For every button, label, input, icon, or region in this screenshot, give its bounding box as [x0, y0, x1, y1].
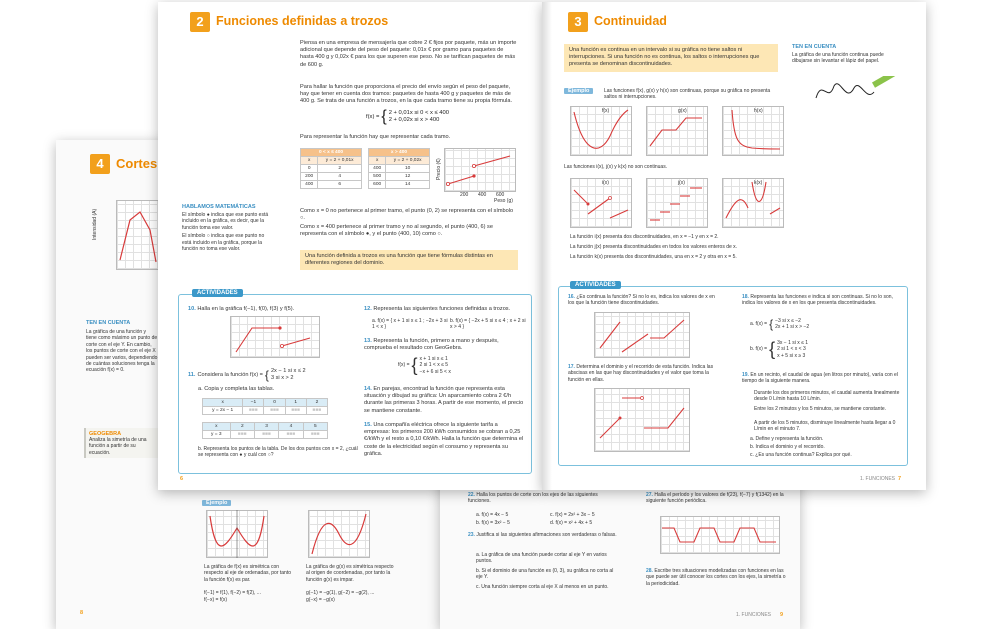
- intro-paragraph-1: Piensa en una empresa de mensajería que cobre 2 € fijos por paquete, más un importe adicional que depende del peso del paquete: 0,01x € por gramo para paquetes de hasta 400 g y 0,02x € para los que superen ese peso. No se tarifican paquetes de más de 600 g.: [300, 40, 517, 68]
- ex12-text: Representa las siguientes funciones definidas a trozos.: [373, 306, 511, 312]
- ex16-curve: [594, 312, 690, 358]
- ex13-row-2: 2 si 1 < x ≤ 5: [419, 362, 448, 369]
- graph-f-label: f(x): [602, 108, 610, 114]
- cell: 2: [318, 165, 362, 173]
- graph-k-label: k(x): [754, 180, 763, 186]
- ten-en-cuenta-box: [86, 320, 158, 400]
- cell: 3: [254, 423, 278, 431]
- ex15-text: Una compañía eléctrica ofrece la siguiente tarifa a empresas: los primeros 200 kWh consumidos se cobran a 0,25 €/kWh y el resto a 0,10 €/kWh. Halla la función que determina el coste de la electricidad según el consumo y representa su gráfica.: [364, 422, 524, 457]
- ex18-num: 18.: [742, 294, 749, 300]
- ejemplo-text: Las funciones f(x), g(x) y h(x) son continuas, porque su gráfica no presenta saltos ni interrupciones.: [604, 88, 771, 101]
- graph-tick-400: 400: [478, 192, 487, 198]
- definition-box: Una función es continua en un intervalo si su gráfica no tiene saltos ni interrupciones. Si una función no es continua, los saltos o interrupciones que presenta se denominan discontinuidades.: [564, 44, 778, 72]
- ex17: [568, 364, 718, 383]
- ex12: [364, 306, 524, 313]
- intensity-curve: [116, 200, 160, 270]
- ex17-curve: [594, 388, 690, 452]
- ex23-b: b. Si el dominio de una función es (0, 3), su gráfica no corta al eje Y.: [476, 568, 614, 581]
- ex14-text: En parejas, encontrad la función que representa esta situación y dibujad su gráfica: Un aparcamiento cobra 2 €/h durante las primeras 3 horas. A partir de ese momento, el precio se mantiene constante.: [364, 386, 524, 414]
- definition-box: Una función definida a trozos es una función que tiene fórmulas distintas en diferentes regiones del dominio.: [300, 250, 518, 270]
- ex18-text: Representa las funciones e indica si son continuas. Si no lo son, indica los valores de x en los que presenta discontinuidades.: [742, 294, 893, 307]
- activities-tab: ACTIVIDADES: [570, 281, 621, 289]
- tramo-2-header: x > 400: [369, 149, 430, 157]
- ex28-text: Escribe tres situaciones modelizadas con funciones en las que puede ser útil conocer los cortes con los ejes, la simetría o la periodicidad.: [646, 568, 786, 587]
- cell: x: [203, 423, 231, 431]
- piecewise-formula: f(x) = { 2 + 0,01x si 0 < x ≤ 400 2 + 0,02x si x > 400: [366, 108, 449, 125]
- ex18-a-row-1: −3 si x ≤ −2: [775, 318, 801, 324]
- ex11-row-2: 3 si x > 2: [270, 375, 294, 382]
- ex11-table-b: [202, 422, 328, 439]
- ex19-c: c. ¿Es una función continua? Explica por qué.: [750, 452, 852, 458]
- ex23-num: 23.: [468, 532, 475, 538]
- endpoints-text-1: Como x = 0 no pertenece al primer tramo, el punto (0, 2) se representa con el símbolo ○.: [300, 208, 514, 222]
- cell: 6: [318, 181, 362, 189]
- cell: ■■■: [306, 407, 327, 415]
- ex28-num: 28.: [646, 568, 653, 574]
- ex12-num: 12.: [364, 306, 372, 312]
- graph-xlabel: Peso (g): [494, 198, 513, 204]
- ex11-num: 11.: [188, 371, 196, 378]
- cell: x: [203, 399, 243, 407]
- section-title: Cortes: [116, 156, 158, 171]
- ex28: [646, 568, 786, 587]
- cell: ■■■: [285, 407, 306, 415]
- graph-f-curve: [570, 106, 632, 156]
- page-number: 8: [80, 610, 84, 616]
- ejemplo-tag: Ejemplo: [564, 88, 593, 94]
- ten-en-cuenta-label: TEN EN CUENTA: [86, 320, 131, 326]
- ex12-a: a. f(x) = { x + 1 si x ≤ 1 ; −2x + 3 si 1 < x }: [372, 318, 448, 331]
- sym-eq-2b: g(−x) = −g(x): [306, 597, 335, 603]
- cell: 400: [301, 181, 318, 189]
- ex18-b-row-3: x + 5 si x ≥ 3: [777, 352, 806, 359]
- graph-g-label: g(x): [678, 108, 687, 114]
- sym-eq-1a: f(−1) = f(1), f(−2) = f(2), ...: [204, 590, 261, 596]
- spine-shade: [542, 2, 552, 490]
- sym-text-1: La gráfica de f(x) es simétrica con respecto al eje de ordenadas, por tanto la función f(x) es par.: [204, 564, 292, 583]
- graph-tick-200: 200: [460, 192, 469, 198]
- ex10-num: 10.: [188, 306, 196, 312]
- ex13: [364, 338, 524, 352]
- ten-en-cuenta-label: TEN EN CUENTA: [792, 44, 837, 50]
- cell: 0: [264, 399, 285, 407]
- hablamos-text-2: El símbolo ○ indica que ese punto no está incluido en la gráfica, porque la función no toma ese valor.: [182, 233, 265, 253]
- ex14: [364, 386, 524, 415]
- activities-tab: ACTIVIDADES: [192, 289, 243, 297]
- hablamos-title: HABLAMOS MATEMÁTICAS: [182, 204, 256, 210]
- cell: 1: [285, 399, 306, 407]
- footer: 1. FUNCIONES: [736, 612, 772, 618]
- ex13-num: 13.: [364, 338, 372, 344]
- section-number-badge: 4: [90, 154, 110, 174]
- intro-paragraph-2: Para hallar la función que proporciona el precio del envío según el peso del paquete, hay que tener en cuenta dos tramos: paquetes de hasta 400 g y paquetes de más de 400 g. Se trata de una función a trozos, en la que cada tramo tiene su propia fórmula.: [300, 84, 513, 105]
- cell: 500: [369, 173, 386, 181]
- ex13-formula: f(x) = { x + 1 si x ≤ 1 2 si 1 < x ≤ 5 −x + 6 si 5 < x: [398, 355, 451, 376]
- ex23: [468, 532, 618, 538]
- graph-k-curve: [722, 178, 784, 228]
- ex19-num: 19.: [742, 372, 749, 378]
- ex27-text: Halla el período y los valores de f(23), f(−7) y f(1342) en la siguiente función periódica.: [646, 492, 784, 505]
- ten-en-cuenta-text: La gráfica de una función continua puede dibujarse sin levantar el lápiz del papel.: [792, 52, 884, 65]
- geogebra-box: [84, 428, 160, 458]
- ex19-bullet-3: A partir de los 5 minutos, disminuye linealmente hasta llegar a 0 L/min en el minuto 7.: [754, 420, 896, 433]
- bullet-3: La función k(x) presenta dos discontinuidades, una en x = 2 y otra en x = 5.: [570, 254, 737, 260]
- sym-eq-1b: f(−x) = f(x): [204, 597, 228, 603]
- ex18: [742, 294, 902, 307]
- col-x: x: [301, 157, 318, 165]
- discontinuous-text: Las funciones i(x), j(x) y k(x) no son continuas.: [564, 164, 668, 170]
- ex27-num: 27.: [646, 492, 653, 498]
- pencil-squiggle-icon: [812, 76, 902, 106]
- front-right-page: [542, 2, 926, 490]
- ex23-text: Justifica si las siguientes afirmaciones son verdaderas o falsas.: [476, 532, 617, 538]
- cell: 12: [386, 173, 430, 181]
- even-function-curve: [206, 510, 268, 558]
- formula-row-1: 2 + 0,01x si 0 < x ≤ 400: [388, 110, 449, 116]
- ex18-a: a. f(x) = { −3 si x ≤ −2 2x + 1 si x > −2: [750, 317, 810, 332]
- sym-eq-2a: g(−1) = −g(1), g(−2) = −g(2), ...: [306, 590, 375, 596]
- ex11-table-a: [202, 398, 328, 415]
- cell: 600: [369, 181, 386, 189]
- graph-i-curve: [570, 178, 632, 228]
- cell: ■■■: [230, 431, 254, 439]
- ejemplo-tag: Ejemplo: [202, 500, 231, 506]
- page-number: 9: [780, 612, 784, 618]
- hablamos-matematicas-box: [182, 204, 274, 252]
- ex19-bullet-1: Durante los dos primeros minutos, el caudal aumenta linealmente desde 0 L/min hasta 10 L/min.: [754, 390, 900, 403]
- ex23-c: c. Una función siempre corta al eje X al menos en un punto.: [476, 584, 609, 590]
- cell: 4: [318, 173, 362, 181]
- graph-j-curve: [646, 178, 708, 228]
- graph-h-curve: [722, 106, 784, 156]
- cell: 5: [303, 423, 327, 431]
- graph-ylabel: Precio (€): [436, 158, 442, 180]
- ex17-text: Determina el dominio y el recorrido de esta función. Indica las abscisas en las que hay discontinuidades y el valor que toma la función en ellas.: [568, 364, 714, 383]
- section-title: Continuidad: [594, 14, 667, 28]
- cell: 400: [369, 165, 386, 173]
- ex19-bullet-2: Entre los 2 minutos y los 5 minutos, se mantiene constante.: [754, 406, 887, 412]
- ten-en-cuenta-box: [792, 44, 902, 65]
- cell: 4: [279, 423, 303, 431]
- cell: 2: [306, 399, 327, 407]
- ex11-text: Considera la función f(x) =: [197, 371, 263, 378]
- ex22-b: b. f(x) = 3x² − 5: [476, 520, 510, 526]
- footer: 1. FUNCIONES: [860, 476, 896, 482]
- ex18-b: b. f(x) = { 3x − 1 si x ≤ 1 2 si 1 < x < 3 x + 5 si x ≥ 3: [750, 339, 809, 360]
- geogebra-label: GEOGEBRA: [89, 431, 122, 437]
- ex22: [468, 492, 618, 505]
- cell: 2: [230, 423, 254, 431]
- ex10: [188, 306, 338, 313]
- ex19-a: a. Define y representa la función.: [750, 436, 824, 442]
- section-title: Funciones definidas a trozos: [216, 14, 389, 28]
- back-book-right-page: [440, 470, 800, 629]
- bullet-1: La función i(x) presenta dos discontinuidades, en x = −1 y en x = 2.: [570, 234, 719, 240]
- cell: y = 3: [203, 431, 231, 439]
- odd-function-curve: [308, 510, 370, 558]
- cell: y = 2x − 1: [203, 407, 243, 415]
- ex14-num: 14.: [364, 386, 372, 392]
- cell: 200: [301, 173, 318, 181]
- sym-text-2: La gráfica de g(x) es simétrica respecto al origen de coordenadas, por tanto la función g(x) es impar.: [306, 564, 394, 583]
- ex13-row-1: x + 1 si x ≤ 1: [419, 356, 448, 362]
- ex11-b: b. Representa los puntos de la tabla. De los dos puntos con x = 2, ¿cuál se representa con ● y cuál con ○?: [198, 446, 358, 459]
- formula-row-2: 2 + 0,02x si x > 400: [388, 117, 440, 123]
- ex13-text: Representa la función, primero a mano y después, comprueba el resultado con GeoGebra.: [364, 338, 499, 352]
- cell: −1: [243, 399, 264, 407]
- tramo-2-table: [368, 148, 430, 189]
- ex22-a: a. f(x) = 4x − 5: [476, 512, 509, 518]
- ex11: 11. Considera la función f(x) = { 2x − 1 si x ≤ 2 3 si x > 2: [188, 367, 306, 382]
- ex23-a: a. La gráfica de una función puede cortar al eje Y en varios puntos.: [476, 552, 607, 565]
- table-caption: Para representar la función hay que representar cada tramo.: [300, 134, 451, 140]
- ex12-b: b. f(x) = { −2x + 5 si x ≤ 4 ; x + 2 si x > 4 }: [450, 318, 526, 331]
- graph-tick-600: 600: [496, 192, 505, 198]
- ex10-curve: [230, 316, 320, 358]
- periodic-curve: [660, 516, 780, 554]
- section-number-badge: 2: [190, 12, 210, 32]
- col-x: x: [369, 157, 386, 165]
- ex22-c: c. f(x) = 2x² + 3x − 5: [550, 512, 595, 518]
- hablamos-text-1: El símbolo ● indica que ese punto está incluido en la gráfica, es decir, que la función toma ese valor.: [182, 212, 269, 231]
- ex11-row-1: 2x − 1 si x ≤ 2: [270, 368, 306, 374]
- ex18-a-row-2: 2x + 1 si x > −2: [775, 324, 810, 331]
- front-left-page: [158, 2, 542, 490]
- graph-i-label: i(x): [602, 180, 609, 186]
- graph-g-curve: [646, 106, 708, 156]
- tramo-1-header: 0 < x ≤ 400: [301, 149, 362, 157]
- ex10-text: Halla en la gráfica f(−1), f(0), f(3) y f(5).: [197, 306, 295, 312]
- graph-h-label: h(x): [754, 108, 763, 114]
- ex22-d: d. f(x) = x² + 4x + 5: [550, 520, 593, 526]
- geogebra-text: Analiza la simetría de una función a partir de su ecuación.: [89, 437, 147, 456]
- ex15-num: 15.: [364, 422, 372, 428]
- col-y: y = 2 + 0,01x: [318, 157, 362, 165]
- cell: 14: [386, 181, 430, 189]
- cell: ■■■: [254, 431, 278, 439]
- axis-label: Intensidad (A): [92, 208, 98, 240]
- page-number: 7: [898, 476, 902, 482]
- cell: 0: [301, 165, 318, 173]
- cell: ■■■: [303, 431, 327, 439]
- ex11-a: a. Copia y completa las tablas.: [198, 386, 275, 392]
- ex18-b-row-1: 3x − 1 si x ≤ 1: [777, 340, 809, 346]
- ex19-text: En un recinto, el caudal de agua (en litros por minuto), varía con el tiempo de la siguiente manera.: [742, 372, 898, 385]
- price-graph-lines: [444, 148, 516, 192]
- cell: ■■■: [279, 431, 303, 439]
- col-y: y = 2 + 0,02x: [386, 157, 430, 165]
- ex16-text: ¿Es continua la función? Si no lo es, indica los valores de x en los que la función tiene discontinuidades.: [568, 294, 715, 307]
- page-number: 6: [180, 476, 184, 482]
- cell: ■■■: [243, 407, 264, 415]
- ex16: [568, 294, 718, 307]
- section-number-badge: 3: [568, 12, 588, 32]
- ex19-b: b. Indica el dominio y el recorrido.: [750, 444, 825, 450]
- ex19: [742, 372, 902, 385]
- ex17-num: 17.: [568, 364, 575, 370]
- ex16-num: 16.: [568, 294, 575, 300]
- ex15: [364, 422, 524, 458]
- endpoints-text-2: Como x = 400 pertenece al primer tramo y no al segundo, el punto (400, 6) se representa con el símbolo ●, y el punto (400, 10) como ○.: [300, 224, 493, 238]
- graph-j-label: j(x): [678, 180, 685, 186]
- ex13-row-3: −x + 6 si 5 < x: [419, 368, 451, 375]
- cell: ■■■: [264, 407, 285, 415]
- ten-en-cuenta-text: La gráfica de una función y tiene como máximo un punto de corte con el eje Y. En cambio, los puntos de corte con el eje X pueden ser varios, dependiendo de cuántas soluciones tenga la ecuación f(x) = 0.: [86, 329, 158, 374]
- ex27: [646, 492, 786, 505]
- bullet-2: La función j(x) presenta discontinuidades en todos los valores enteros de x.: [570, 244, 738, 250]
- formula-lhs: f(x) =: [366, 114, 380, 120]
- ex18-b-row-2: 2 si 1 < x < 3: [777, 346, 806, 353]
- ex22-num: 22.: [468, 492, 475, 498]
- ex22-text: Halla los puntos de corte con los ejes de las siguientes funciones.: [468, 492, 598, 505]
- tramo-1-table: [300, 148, 362, 189]
- cell: 10: [386, 165, 430, 173]
